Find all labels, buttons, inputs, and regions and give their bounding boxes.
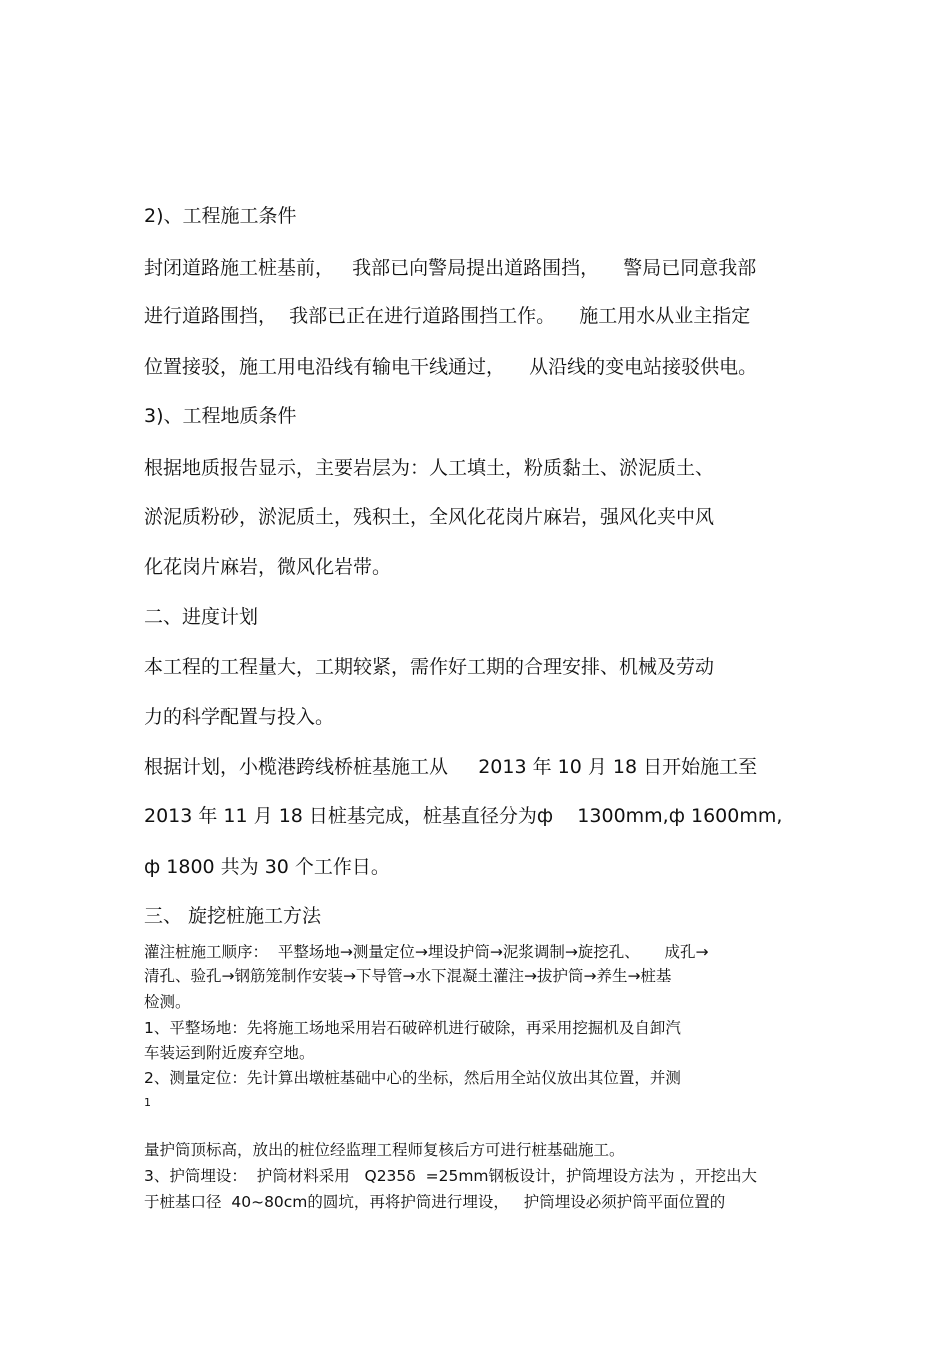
text-line: 检测。 (144, 993, 191, 1011)
heading-schedule: 二、进度计划 (144, 606, 259, 628)
heading-geology-conditions: 3)、工程地质条件 (144, 405, 297, 427)
page-number: 1 (144, 1096, 151, 1109)
text-line: 量护筒顶标高，放出的桩位经监理工程师复核后方可进行桩基础施工。 (144, 1141, 625, 1159)
heading-rotary-pile-method: 三、 旋挖桩施工方法 (144, 905, 322, 927)
text-line: 本工程的工程量大，工期较紧，需作好工期的合理安排、机械及劳动 (144, 656, 715, 678)
text-line: ф 1800 共为 30 个工作日。 (144, 856, 390, 878)
text-line: 2013 年 11 月 18 日桩基完成，桩基直径分为ф 1300mm,ф 1600mm, (144, 805, 783, 827)
text-line: 清孔、验孔→钢筋笼制作安装→下导管→水下混凝土灌注→拔护筒→养生→桩基 (144, 967, 672, 985)
text-line: 根据计划，小榄港跨线桥桩基施工从 2013 年 10 月 18 日开始施工至 (144, 756, 758, 778)
text-line: 位置接驳，施工用电沿线有输电干线通过， 从沿线的变电站接驳供电。 (144, 356, 758, 378)
text-line: 淤泥质粉砂，淤泥质土，残积土，全风化花岗片麻岩，强风化夹中风 (144, 506, 715, 528)
text-line: 力的科学配置与投入。 (144, 706, 335, 728)
text-line: 根据地质报告显示，主要岩层为：人工填土，粉质黏土、淤泥质土、 (144, 457, 715, 479)
text-line: 封闭道路施工桩基前， 我部已向警局提出道路围挡， 警局已同意我部 (144, 257, 757, 279)
text-line: 化花岗片麻岩，微风化岩带。 (144, 556, 392, 578)
text-line: 2、测量定位：先计算出墩桩基础中心的坐标，然后用全站仪放出其位置，并测 (144, 1069, 681, 1087)
text-line: 1、平整场地：先将施工场地采用岩石破碎机进行破除，再采用挖掘机及自卸汽 (144, 1019, 681, 1037)
heading-construction-conditions: 2)、工程施工条件 (144, 205, 297, 227)
text-line: 进行道路围挡， 我部已正在进行道路围挡工作。 施工用水从业主指定 (144, 305, 751, 327)
text-line: 车装运到附近废弃空地。 (144, 1044, 315, 1062)
text-line: 灌注桩施工顺序： 平整场地→测量定位→埋设护筒→泥浆调制→旋挖孔、 成孔→ (144, 943, 709, 961)
text-line: 3、护筒埋设： 护筒材料采用 Q235δ =25mm钢板设计，护筒埋设方法为 ，开挖出大 (144, 1167, 757, 1185)
text-line: 于桩基口径 40~80cm的圆坑，再将护筒进行埋设， 护筒埋设必须护筒平面位置的 (144, 1193, 726, 1211)
